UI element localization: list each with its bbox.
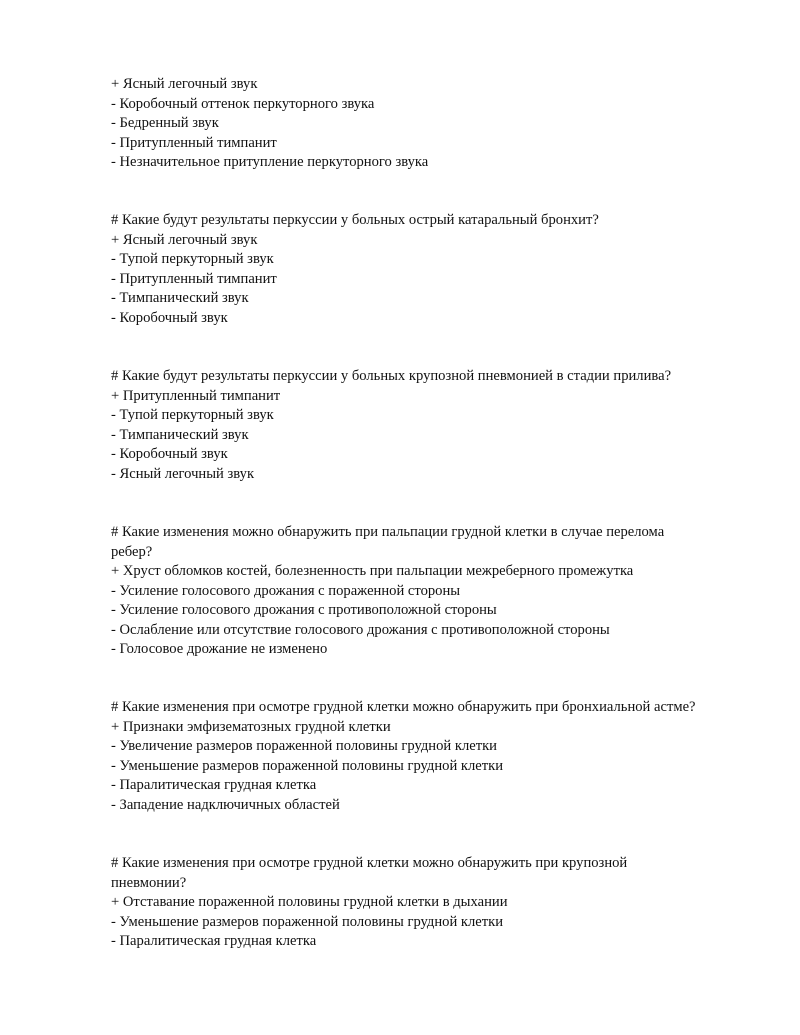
question-line: # Какие изменения при осмотре грудной клетки можно обнаружить при бронхиальной астме?	[111, 699, 696, 715]
answer-line: - Бедренный звук	[111, 115, 219, 131]
answer-line: - Коробочный оттенок перкуторного звука	[111, 95, 375, 112]
answer-line: - Ослабление или отсутствие голосового дрожания с противоположной стороны	[111, 621, 610, 638]
answer-line: - Тимпанический звук	[111, 290, 249, 306]
answer-line: - Усиление голосового дрожания с пораженной стороны	[111, 582, 461, 599]
answer-line: + Ясный легочный звук	[111, 76, 258, 92]
question-line: # Какие будут результаты перкуссии у больных крупозной пневмонией в стадии прилива?	[111, 368, 672, 384]
answer-line: + Ясный легочный звук	[111, 231, 258, 248]
question-line: # Какие будут результаты перкуссии у больных острый катаральный бронхит?	[111, 212, 599, 228]
answer-line: + Хруст обломков костей, болезненность при пальпации межреберного промежутка	[111, 563, 634, 579]
answer-line: - Тимпанический звук	[111, 426, 249, 443]
answer-line: - Паралитическая грудная клетка	[111, 777, 317, 793]
answer-line: - Голосовое дрожание не изменено	[111, 641, 328, 657]
answer-line: - Уменьшение размеров пораженной половины грудной клетки	[111, 757, 504, 774]
answer-line: - Тупой перкуторный звук	[111, 407, 274, 423]
question-line: # Какие изменения можно обнаружить при пальпации грудной клетки в случае перелома	[111, 524, 665, 540]
answer-line: - Западение надключичных областей	[111, 796, 340, 813]
answer-line: - Тупой перкуторный звук	[111, 251, 274, 267]
answer-line: - Паралитическая грудная клетка	[111, 933, 317, 949]
answer-line: - Притупленный тимпанит	[111, 134, 277, 151]
answer-line: - Увеличение размеров пораженной половины грудной клетки	[111, 738, 497, 754]
answer-line: + Отставание пораженной половины грудной клетки в дыхании	[111, 894, 508, 910]
answer-line: - Коробочный звук	[111, 446, 228, 462]
answer-line: + Признаки эмфизематозных грудной клетки	[111, 718, 391, 735]
answer-line: - Коробочный звук	[111, 309, 228, 326]
answer-line: - Ясный легочный звук	[111, 465, 255, 482]
answer-line: - Незначительное притупление перкуторного звука	[111, 154, 429, 170]
question-line: пневмонии?	[111, 874, 187, 891]
question-line: ребер?	[111, 543, 153, 560]
question-line: # Какие изменения при осмотре грудной клетки можно обнаружить при крупозной	[111, 855, 628, 871]
answer-line: - Усиление голосового дрожания с противоположной стороны	[111, 602, 497, 618]
answer-line: + Притупленный тимпанит	[111, 387, 281, 404]
answer-line: - Уменьшение размеров пораженной половины грудной клетки	[111, 913, 504, 930]
answer-line: - Притупленный тимпанит	[111, 270, 277, 287]
